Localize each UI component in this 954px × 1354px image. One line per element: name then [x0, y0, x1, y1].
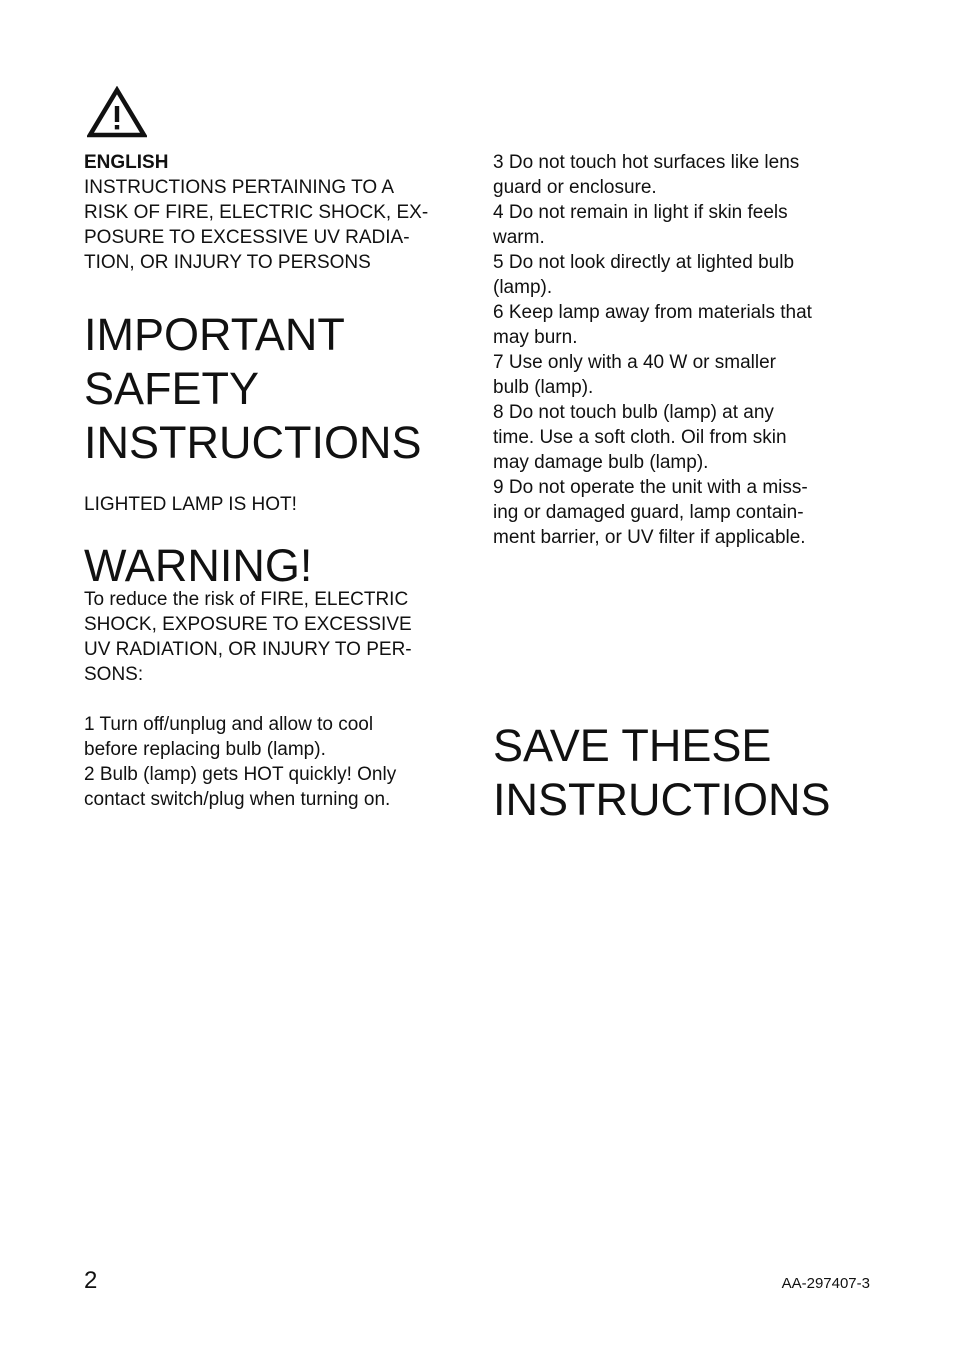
list-item: 2 Bulb (lamp) gets HOT quickly! Only contact switch/plug when turning on. — [84, 764, 397, 810]
page-number: 2 — [84, 1267, 98, 1294]
list-item: 3 Do not touch hot surfaces like lens guard or enclosure. — [493, 152, 800, 198]
important-safety-heading: IMPORTANT SAFETY INSTRUCTIONS — [84, 309, 422, 468]
left-column — [84, 150, 464, 812]
warning-heading: WARNING! — [84, 540, 313, 591]
intro-text: INSTRUCTIONS PERTAINING TO A RISK OF FIRE, ELECTRIC SHOCK, EX- POSURE TO EXCESSIVE UV RADIA- TION, OR INJURY TO PERSONS — [84, 177, 429, 273]
right-item-list — [493, 150, 883, 550]
list-item: 8 Do not touch bulb (lamp) at any time. Use a soft cloth. Oil from skin may damage bulb (lamp). — [493, 402, 787, 473]
hot-notice: LIGHTED LAMP IS HOT! — [84, 494, 297, 515]
list-item: 5 Do not look directly at lighted bulb (lamp). — [493, 252, 795, 298]
warning-triangle-icon — [87, 86, 147, 138]
list-item: 7 Use only with a 40 W or smaller bulb (lamp). — [493, 352, 776, 398]
list-item: 9 Do not operate the unit with a miss- ing or damaged guard, lamp contain- ment barrier, or UV filter if applicable. — [493, 477, 808, 548]
language-label: ENGLISH — [84, 152, 169, 173]
right-column — [493, 150, 883, 827]
warning-text: To reduce the risk of FIRE, ELECTRIC SHOCK, EXPOSURE TO EXCESSIVE UV RADIATION, OR INJURY TO PER- SONS: — [84, 589, 412, 685]
left-item-list — [84, 712, 464, 812]
list-item: 1 Turn off/unplug and allow to cool before replacing bulb (lamp). — [84, 714, 374, 760]
list-item: 6 Keep lamp away from materials that may burn. — [493, 302, 812, 348]
save-instructions-heading: SAVE THESE INSTRUCTIONS — [493, 720, 831, 825]
document-code: AA-297407-3 — [781, 1275, 870, 1292]
list-item: 4 Do not remain in light if skin feels warm. — [493, 202, 788, 248]
